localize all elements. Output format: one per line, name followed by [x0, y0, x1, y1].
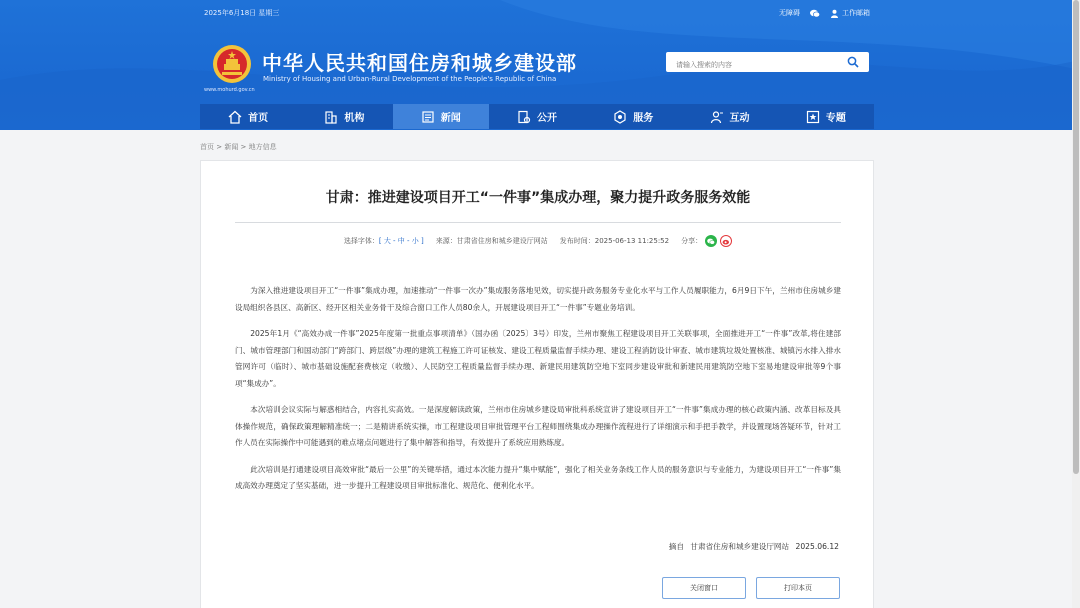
- search-input[interactable]: [666, 55, 836, 75]
- share-bar: [681, 235, 732, 247]
- search-icon[interactable]: [847, 56, 859, 68]
- building-icon: [324, 110, 338, 124]
- article-source: 来源：甘肃省住房和城乡建设厅网站: [435, 237, 548, 245]
- nav-item-agency[interactable]: [296, 104, 392, 129]
- page-scrollbar[interactable]: [1072, 0, 1080, 608]
- breadcrumb[interactable]: 首页 > 新闻 > 地方信息: [200, 143, 277, 151]
- nav-label: 机构: [344, 113, 365, 124]
- nav-label: 公开: [536, 113, 557, 124]
- wechat-icon[interactable]: [810, 9, 820, 18]
- share-wechat-icon[interactable]: [705, 235, 717, 247]
- national-emblem-icon[interactable]: [212, 44, 252, 84]
- nav-label: 专题: [825, 113, 846, 124]
- print-page-button[interactable]: 打印本页: [756, 577, 840, 599]
- share-label: 分享：: [681, 237, 703, 245]
- open-icon: [517, 110, 531, 124]
- main-nav: [200, 104, 874, 129]
- interact-icon: [710, 110, 724, 124]
- nav-label: 首页: [248, 113, 269, 124]
- topic-icon: [806, 110, 820, 124]
- article-title: 甘肃：推进建设项目开工“一件事”集成办理，聚力提升政务服务效能: [325, 190, 751, 206]
- scrollbar-thumb[interactable]: [1073, 0, 1079, 474]
- article-paragraph: 2025年1月《“高效办成一件事”2025年度第一批重点事项清单》（国办函〔2025〕3号）印发，兰州市聚焦工程建设项目开工关联事项，全面推进开工“一件事”改革,将住建部门、城市管理部门和国动部门“跨部门、跨层级”办理的建筑工程施工许可证核发、建设工程质量监督手续办理、建设工程消防设计审查、城市建筑垃圾处置核准、城镇污水排入排水管网许可（临时）、城市基础设施配套费核定（收缴）、人民防空工程质量监督手续办理、新建民用建筑防空地下室同步建设审批和新建民用建筑防空地下室易地建设审批等9个事项“集成办”。: [235, 329, 841, 388]
- font-size-options[interactable]: [ 大 - 中 - 小 ]: [378, 237, 424, 245]
- article-footer-source: 摘自 甘肃省住房和城乡建设厅网站 2025.06.12: [668, 542, 839, 551]
- site-subtitle: Ministry of Housing and Urban-Rural Development of the People's Republic of China: [263, 75, 557, 83]
- search-box: [666, 52, 869, 72]
- article-meta: [201, 235, 875, 247]
- current-date: 2025年6月18日 星期三: [204, 9, 280, 17]
- work-mail-link[interactable]: [830, 8, 870, 18]
- nav-item-topic[interactable]: [778, 104, 874, 129]
- home-icon: [228, 110, 242, 124]
- accessibility-link[interactable]: 无障碍: [779, 9, 800, 17]
- site-header: [0, 0, 1080, 130]
- nav-item-news[interactable]: [393, 104, 489, 129]
- nav-item-interact[interactable]: [681, 104, 777, 129]
- title-divider: [235, 222, 841, 223]
- font-size-label: 选择字体：: [343, 237, 379, 245]
- nav-item-home[interactable]: [200, 104, 296, 129]
- topbar-links: [779, 8, 870, 18]
- close-window-button[interactable]: 关闭窗口: [662, 577, 746, 599]
- article-card: [200, 160, 874, 608]
- article-paragraph: 本次培训会议实际与解惑相结合，内容扎实高效。一是深度解读政策，兰州市住房城乡建设局审批科系统宣讲了建设项目开工“一件事”集成办理的核心政策内涵、改革目标及具体操作规范，确保政策理解精准统一；二是精讲系统实操，市工程建设项目审批管理平台工程师围绕集成办理操作流程进行了详细演示和手把手教学，并设置现场答疑环节，针对工作人员在实际操作中可能遇到的难点堵点问题进行了集中解答和指导，有效提升了系统应用熟练度。: [235, 405, 841, 447]
- nav-label: 服务: [633, 113, 654, 124]
- article-paragraph: 此次培训是打通建设项目高效审批“最后一公里”的关键举措，通过本次能力提升“集中赋能”，强化了相关业务条线工作人员的服务意识与专业能力，为建设项目开工“一件事”集成高效办理奠定了坚实基础，进一步提升工程建设项目审批标准化、规范化、便利化水平。: [235, 464, 841, 490]
- nav-label: 新闻: [440, 113, 461, 124]
- site-url: www.mohurd.gov.cn: [204, 87, 255, 93]
- user-icon: [830, 9, 839, 18]
- publish-time: 发布时间：2025-06-13 11:25:52: [559, 237, 670, 245]
- article-paragraph: 为深入推进建设项目开工“一件事”集成办理，加速推动“一件事一次办”集成服务落地见效，切实提升政务服务专业化水平与工作人员履职能力，6月9日下午，兰州市住房城乡建设局组织各县区、高新区、经开区相关业务骨干及综合窗口工作人员80余人，开展建设项目开工“一件事”专题业务培训。: [235, 286, 841, 312]
- nav-label: 互动: [729, 113, 750, 124]
- share-weibo-icon[interactable]: [720, 235, 732, 247]
- work-mail-label: 工作邮箱: [842, 9, 870, 17]
- nav-item-open[interactable]: [489, 104, 585, 129]
- news-icon: [421, 110, 435, 124]
- site-title[interactable]: 中华人民共和国住房和城乡建设部: [262, 51, 577, 75]
- font-size-selector: [344, 236, 424, 246]
- nav-item-service[interactable]: [585, 104, 681, 129]
- article-body: [235, 283, 841, 505]
- service-icon: [613, 110, 627, 124]
